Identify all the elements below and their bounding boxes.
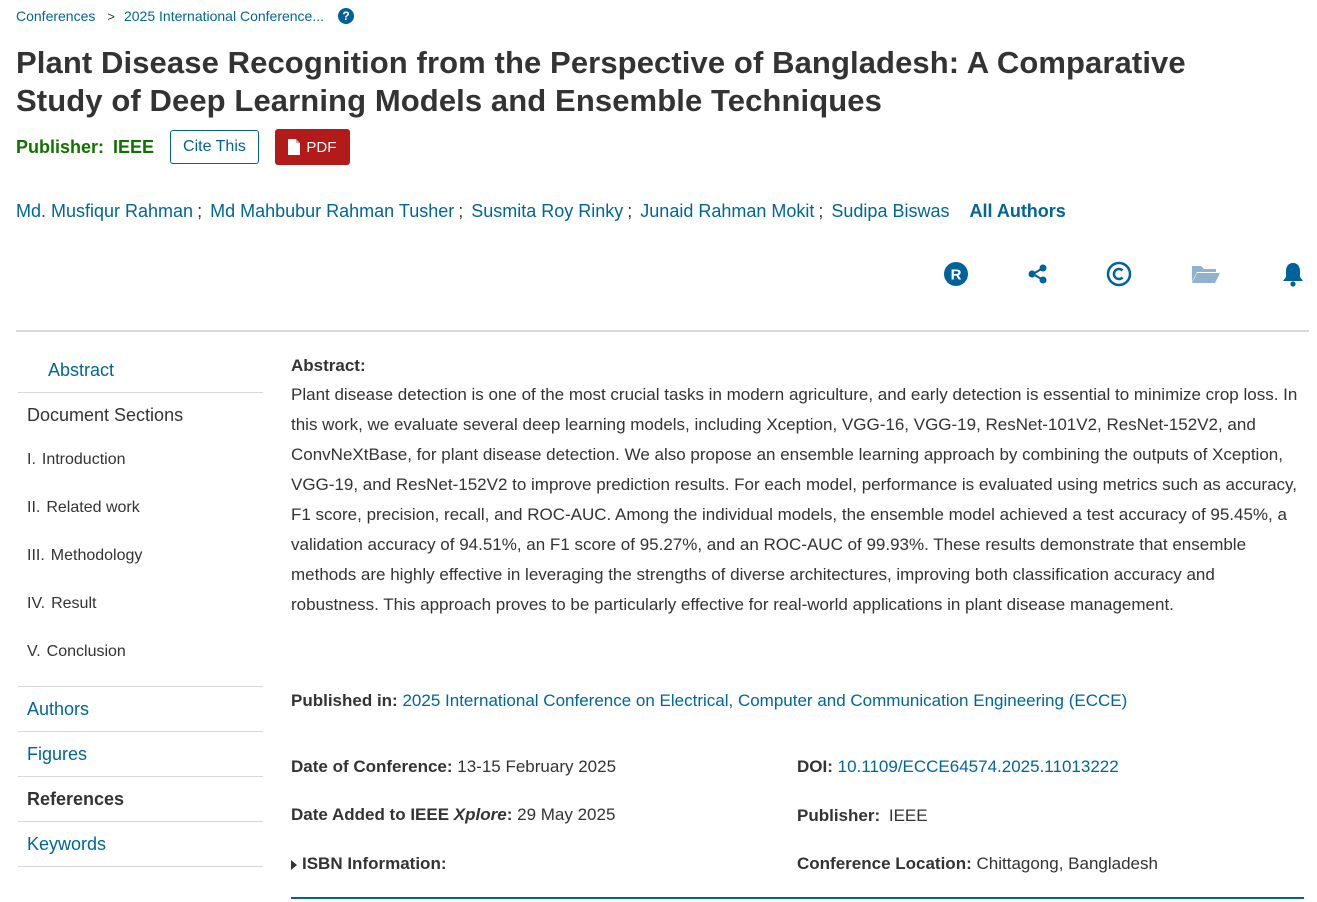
published-in xyxy=(291,691,1127,711)
abstract-section xyxy=(291,356,1306,620)
doi-link[interactable]: 10.1109/ECCE64574.2025.11013222 xyxy=(837,757,1119,776)
nav-authors[interactable]: Authors xyxy=(18,687,263,732)
nav-links xyxy=(18,686,263,867)
nav-keywords[interactable]: Keywords xyxy=(18,822,263,867)
author-link[interactable]: Md Mahbubur Rahman Tusher xyxy=(210,201,455,221)
conference-location-value: Chittagong, Bangladesh xyxy=(976,854,1158,873)
section-label: Introduction xyxy=(41,451,126,468)
author-separator: ; xyxy=(627,201,633,221)
page-title: Plant Disease Recognition from the Perspective of Bangladesh: A Comparative Study of Deep Learning Models and Ensemble Techniques xyxy=(16,45,1186,118)
authors-list xyxy=(16,201,1066,222)
conference-location-label: Conference Location: xyxy=(797,854,972,873)
nav-abstract[interactable]: Abstract xyxy=(18,348,263,393)
folder-icon[interactable] xyxy=(1190,260,1222,288)
author-separator: ; xyxy=(197,201,203,221)
publisher-detail-value: IEEE xyxy=(888,806,928,825)
section-number: I. xyxy=(27,451,36,468)
pdf-button-label: PDF xyxy=(306,138,337,156)
author-link[interactable]: Susmita Roy Rinky xyxy=(471,201,624,221)
abstract-heading: Abstract: xyxy=(291,356,366,375)
share-icon[interactable] xyxy=(1025,260,1051,288)
date-added-label-a: Date Added to IEEE xyxy=(291,805,450,824)
section-label: Methodology xyxy=(50,547,143,564)
pdf-icon xyxy=(288,139,300,155)
section-label: Conclusion xyxy=(46,643,126,660)
nav-references[interactable]: References xyxy=(18,777,263,822)
nav-section-result[interactable] xyxy=(18,580,263,628)
isbn-label: ISBN Information: xyxy=(302,854,447,873)
document-sections-heading: Document Sections xyxy=(27,405,184,425)
doi xyxy=(797,757,1119,777)
help-icon[interactable]: ? xyxy=(338,8,354,24)
section-number: IV. xyxy=(27,595,46,612)
date-added xyxy=(291,805,615,825)
abstract-text: Plant disease detection is one of the most crucial tasks in modern agriculture, and early detection is essential to minimize crop loss. In this work, we evaluate several deep learning models, including Xception, VGG-16, VGG-19, ResNet-101V2, ResNet-152V2, and ConvNeXtBase, for plant disease detection. We also propose an ensemble learning approach by combining the outputs of Xception, VGG-19, and ResNet-152V2 to improve prediction results. For each model, performance is evaluated using metrics such as accuracy, F1 score, precision, recall, and ROC-AUC. Among the individual models, the ensemble model achieved a test accuracy of 95.45%, a validation accuracy of 94.51%, an F1 score of 95.27%, and an ROC-AUC of 99.93%. These results demonstrate that ensemble methods are highly effective in leveraging the strengths of diverse architectures, improving both classification accuracy and robustness. This approach proves to be particularly effective for real-world applications in plant disease management. xyxy=(291,385,1298,614)
author-link[interactable]: Md. Musfiqur Rahman xyxy=(16,201,194,221)
section-number: III. xyxy=(27,547,45,564)
date-added-value: 29 May 2025 xyxy=(517,805,616,824)
cite-this-button[interactable]: Cite This xyxy=(170,130,259,164)
header-divider xyxy=(16,330,1309,332)
publisher-row xyxy=(16,129,350,165)
nav-section-methodology[interactable] xyxy=(18,532,263,580)
date-of-conference-label: Date of Conference: xyxy=(291,757,453,776)
all-authors-link[interactable]: All Authors xyxy=(969,201,1066,221)
publisher-detail-label: Publisher: xyxy=(797,806,881,825)
copyright-icon[interactable] xyxy=(1105,260,1133,288)
publisher-label: Publisher: xyxy=(16,136,105,157)
author-separator: ; xyxy=(458,201,464,221)
nav-section-conclusion[interactable] xyxy=(18,628,263,676)
svg-text:R: R xyxy=(950,266,962,284)
nav-section-related-work[interactable] xyxy=(18,484,263,532)
publisher-value: IEEE xyxy=(113,136,155,157)
breadcrumb-separator: > xyxy=(107,8,115,24)
date-added-label-b: Xplore xyxy=(453,805,507,824)
nav-figures[interactable]: Figures xyxy=(18,732,263,777)
date-of-conference xyxy=(291,757,616,777)
section-divider xyxy=(291,897,1304,899)
section-label: Related work xyxy=(46,499,140,516)
caret-right-icon xyxy=(291,860,297,870)
rights-icon[interactable] xyxy=(942,260,970,288)
published-in-label: Published in: xyxy=(291,691,398,710)
nav-section-introduction[interactable] xyxy=(18,436,263,484)
breadcrumb-conference[interactable]: 2025 International Conference... xyxy=(123,8,325,24)
left-nav xyxy=(18,348,263,867)
date-added-label-c: : xyxy=(506,805,513,824)
author-link[interactable]: Sudipa Biswas xyxy=(831,201,950,221)
author-separator: ; xyxy=(818,201,824,221)
pdf-button[interactable] xyxy=(275,129,350,165)
section-number: V. xyxy=(27,643,41,660)
published-in-link[interactable]: 2025 International Conference on Electrical, Computer and Communication Engineering (ECCE) xyxy=(402,691,1128,710)
breadcrumb xyxy=(16,8,354,24)
isbn-toggle[interactable] xyxy=(291,854,447,874)
publisher-detail xyxy=(797,806,928,826)
toolbar xyxy=(0,260,1317,290)
bell-icon[interactable] xyxy=(1279,260,1307,288)
date-of-conference-value: 13-15 February 2025 xyxy=(457,757,617,776)
section-label: Result xyxy=(51,595,97,612)
author-link[interactable]: Junaid Rahman Mokit xyxy=(640,201,815,221)
doi-label: DOI: xyxy=(797,757,833,776)
section-list xyxy=(18,436,263,676)
breadcrumb-conferences[interactable]: Conferences xyxy=(16,8,96,24)
conference-location xyxy=(797,854,1158,874)
section-number: II. xyxy=(27,499,41,516)
